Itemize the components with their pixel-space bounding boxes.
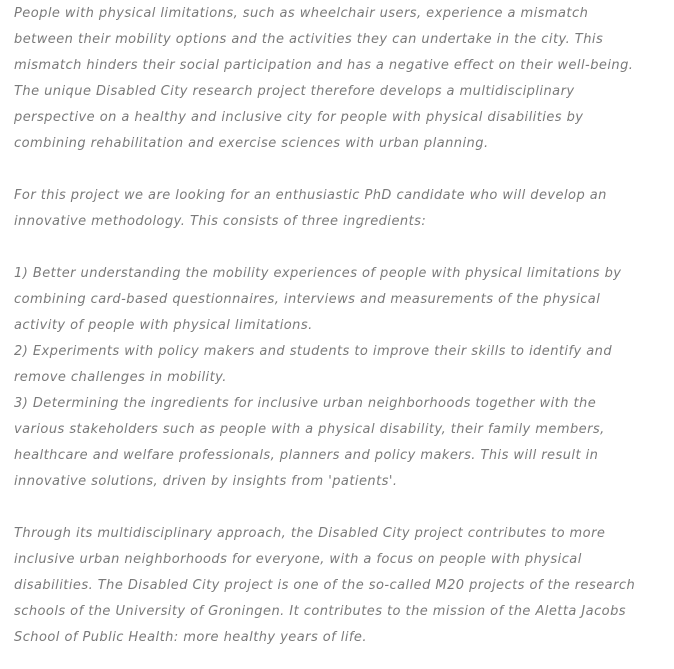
text-line: between their mobility options and the activities they can undertake in the city. This (14, 32, 604, 47)
text-line: Through its multidisciplinary approach, the Disabled City project contributes to more (14, 526, 606, 541)
list-item-2-line: 2) Experiments with policy makers and students to improve their skills to identify and (14, 344, 613, 359)
text-line: School of Public Health: more healthy years of life. (14, 630, 367, 645)
text-line: The unique Disabled City research project therefore develops a multidisciplinary (14, 84, 575, 99)
paragraph-ingredients-list (14, 261, 669, 495)
list-item-3-line: innovative solutions, driven by insights from 'patients'. (14, 474, 398, 489)
list-item-3-line: healthcare and welfare professionals, planners and policy makers. This will result in (14, 448, 599, 463)
paragraph-spacer (14, 495, 669, 521)
text-line: combining rehabilitation and exercise sciences with urban planning. (14, 136, 489, 151)
text-line: disabilities. The Disabled City project is one of the so-called M20 projects of the research (14, 578, 636, 593)
list-item-1-line: activity of people with physical limitations. (14, 318, 313, 333)
text-line: For this project we are looking for an enthusiastic PhD candidate who will develop an (14, 188, 607, 203)
list-item-3-line: 3) Determining the ingredients for inclusive urban neighborhoods together with the (14, 396, 597, 411)
paragraph-spacer (14, 157, 669, 183)
paragraph-spacer (14, 235, 669, 261)
document-body (14, 1, 669, 651)
list-item-2-line: remove challenges in mobility. (14, 370, 227, 385)
text-line: perspective on a healthy and inclusive city for people with physical disabilities by (14, 110, 584, 125)
paragraph-intro (14, 1, 669, 157)
text-line: inclusive urban neighborhoods for everyone, with a focus on people with physical (14, 552, 582, 567)
list-item-3-line: various stakeholders such as people with a physical disability, their family members, (14, 422, 605, 437)
list-item-1-line: 1) Better understanding the mobility experiences of people with physical limitations by (14, 266, 622, 281)
text-line: mismatch hinders their social participation and has a negative effect on their well-being. (14, 58, 634, 73)
text-line: schools of the University of Groningen. It contributes to the mission of the Aletta Jacobs (14, 604, 627, 619)
list-item-1-line: combining card-based questionnaires, interviews and measurements of the physical (14, 292, 601, 307)
text-line: innovative methodology. This consists of three ingredients: (14, 214, 427, 229)
paragraph-phd-candidate (14, 183, 669, 235)
paragraph-conclusion (14, 521, 669, 651)
text-line: People with physical limitations, such as wheelchair users, experience a mismatch (14, 6, 589, 21)
